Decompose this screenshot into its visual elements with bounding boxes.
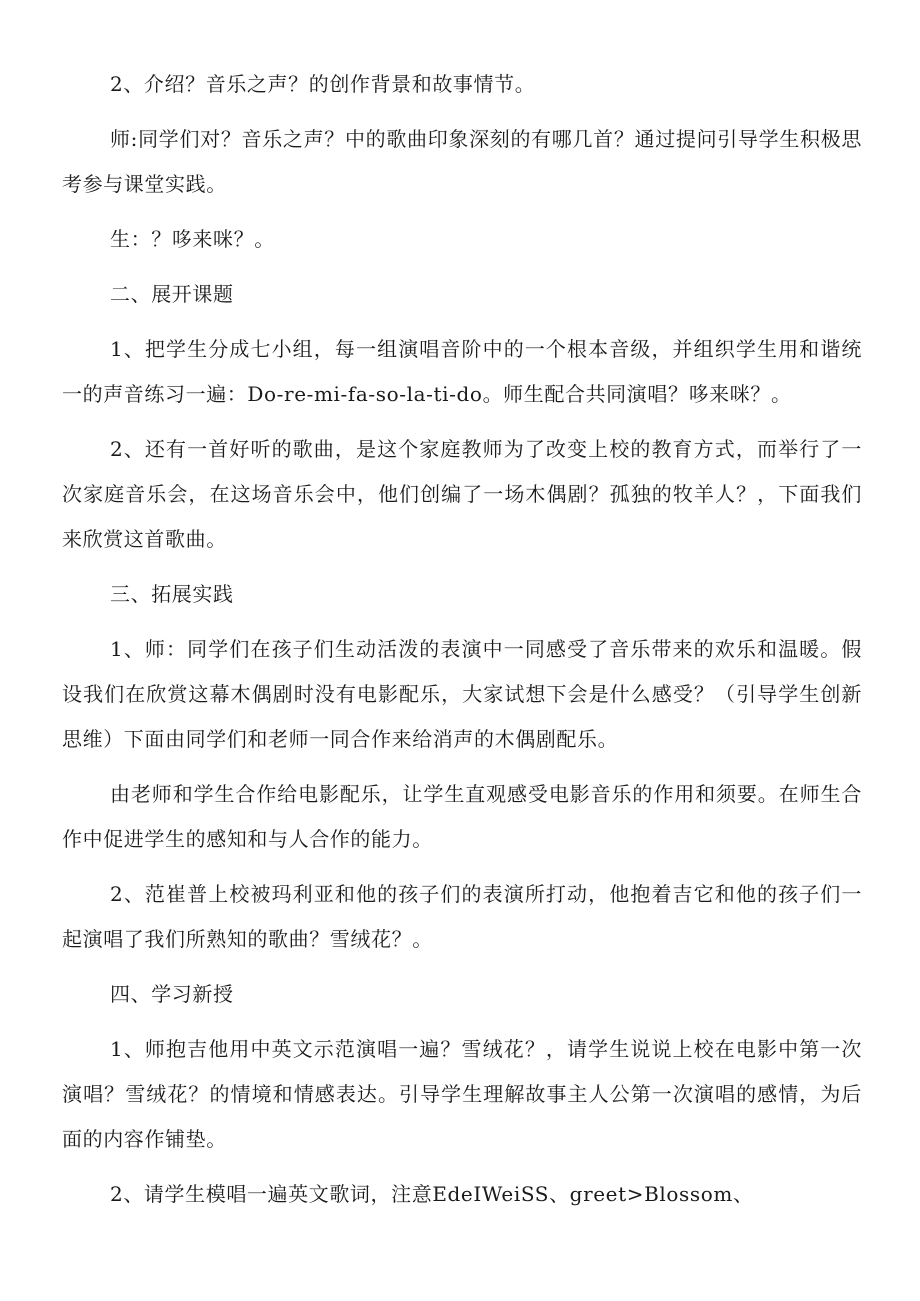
paragraph: 2、请学生模唱一遍英文歌词，注意EdeIWeiSS、greet>Blossom、 xyxy=(110,1182,754,1206)
paragraph: 1、师抱吉他用中英文示范演唱一遍？雪绒花？，请学生说说上校在电影中第一次演唱？雪绒花？的情境和情感表达。引导学生理解故事主人公第一次演唱的感情，为后面的内容作铺垫。 xyxy=(62,1037,862,1151)
paragraph: 师:同学们对？音乐之声？中的歌曲印象深刻的有哪几首？通过提问引导学生积极思考参与课堂实践。 xyxy=(62,127,862,196)
paragraph: 2、范崔普上校被玛利亚和他的孩子们的表演所打动，他抱着吉它和他的孩子们一起演唱了我们所熟知的歌曲？雪绒花？。 xyxy=(62,882,862,951)
paragraph: 生：？哆来咪？。 xyxy=(110,227,275,251)
section-heading: 三、拓展实践 xyxy=(110,582,234,606)
paragraph: 2、介绍？音乐之声？的创作背景和故事情节。 xyxy=(110,72,536,96)
paragraph: 由老师和学生合作给电影配乐，让学生直观感受电影音乐的作用和须要。在师生合作中促进学生的感知和与人合作的能力。 xyxy=(62,782,862,851)
section-heading: 四、学习新授 xyxy=(110,982,234,1006)
paragraph: 1、师：同学们在孩子们生动活泼的表演中一同感受了音乐带来的欢乐和温暖。假设我们在欣赏这幕木偶剧时没有电影配乐，大家试想下会是什么感受？（引导学生创新思维）下面由同学们和老师一同合作来给消声的木偶剧配乐。 xyxy=(62,637,862,751)
paragraph: 1、把学生分成七小组，每一组演唱音阶中的一个根本音级，并组织学生用和谐统一的声音练习一遍：Do-re-mi-fa-so-la-ti-do。师生配合共同演唱？哆来咪？。 xyxy=(62,337,862,406)
document-body xyxy=(62,62,862,1227)
section-heading: 二、展开课题 xyxy=(110,282,234,306)
paragraph: 2、还有一首好听的歌曲，是这个家庭教师为了改变上校的教育方式，而举行了一次家庭音乐会，在这场音乐会中，他们创编了一场木偶剧？孤独的牧羊人？，下面我们来欣赏这首歌曲。 xyxy=(62,437,862,551)
